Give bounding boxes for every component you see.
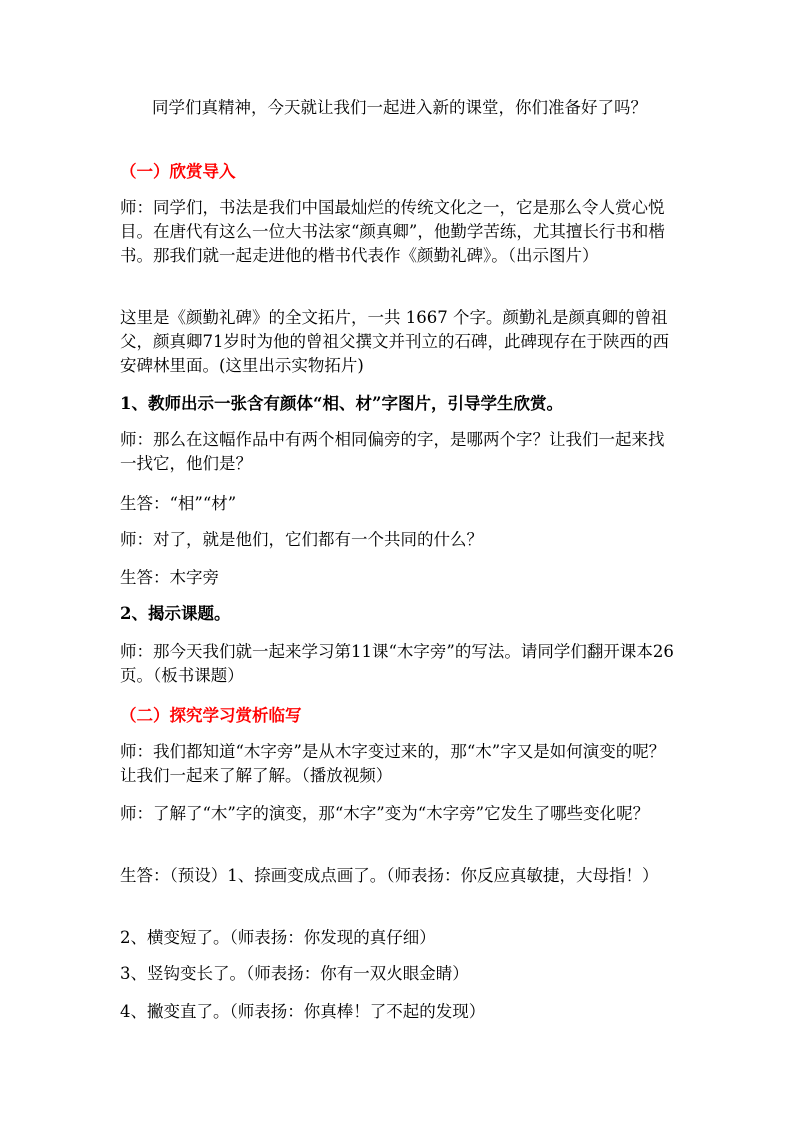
student-answer-2: 生答：木字旁 <box>120 568 219 587</box>
answer-item-3: 3、竖钩变长了。（师表扬：你有一双火眼金睛） <box>120 964 469 983</box>
student-answer-preset: 生答：（预设）1、捺画变成点画了。（师表扬：你反应真敏捷，大母指！） <box>120 866 659 885</box>
teacher-paragraph-changes: 师：了解了“木”字的演变，那“木字”变为“木字旁”它发生了哪些变化呢？ <box>120 804 650 823</box>
paragraph-rubbing: 这里是《颜勤礼碑》的全文拓片，一共 1667 个字。颜勤礼是颜真卿的曾祖父，颜真卿71岁时为他的曾祖父撰文并刊立的石碑，此碑现存在于陕西的西安碑林里面。(这里出示实物拓片) <box>120 308 669 375</box>
answer-item-2: 2、横变短了。（师表扬：你发现的真仔细） <box>120 928 436 947</box>
teacher-paragraph-common: 师：对了，就是他们，它们都有一个共同的什么？ <box>120 530 483 549</box>
answer-item-4: 4、撇变直了。（师表扬：你真棒！了不起的发现） <box>120 1002 486 1021</box>
section-heading-explore: （二）探究学习赏析临写 <box>120 706 302 725</box>
intro-paragraph: 同学们真精神，今天就让我们一起进入新的课堂，你们准备好了吗？ <box>152 98 647 117</box>
student-answer-1: 生答：“相”“材” <box>120 494 237 513</box>
section-heading-appreciation: （一）欣赏导入 <box>120 162 236 181</box>
teacher-paragraph-evolution: 师：我们都知道“木字旁”是从木字变过来的，那“木”字又是如何演变的呢？让我们一起来了解了解。（播放视频） <box>120 742 666 785</box>
teacher-paragraph-calligraphy: 师：同学们，书法是我们中国最灿烂的传统文化之一，它是那么令人赏心悦目。在唐代有这么一位大书法家“颜真卿”，他勤学苦练，尤其擅长行书和楷书。那我们就一起走进他的楷书代表作《颜勤礼碑》。（出示图片） <box>120 198 665 265</box>
step-heading-1: 1、教师出示一张含有颜体“相、材”字图片，引导学生欣赏。 <box>120 394 563 413</box>
teacher-paragraph-topic: 师：那今天我们就一起来学习第11课“木字旁”的写法。请同学们翻开课本26页。（板书课题） <box>120 642 674 685</box>
teacher-paragraph-question: 师：那么在这幅作品中有两个相同偏旁的字，是哪两个字？让我们一起来找一找它，他们是？ <box>120 430 665 473</box>
step-heading-2: 2、揭示课题。 <box>120 604 231 623</box>
